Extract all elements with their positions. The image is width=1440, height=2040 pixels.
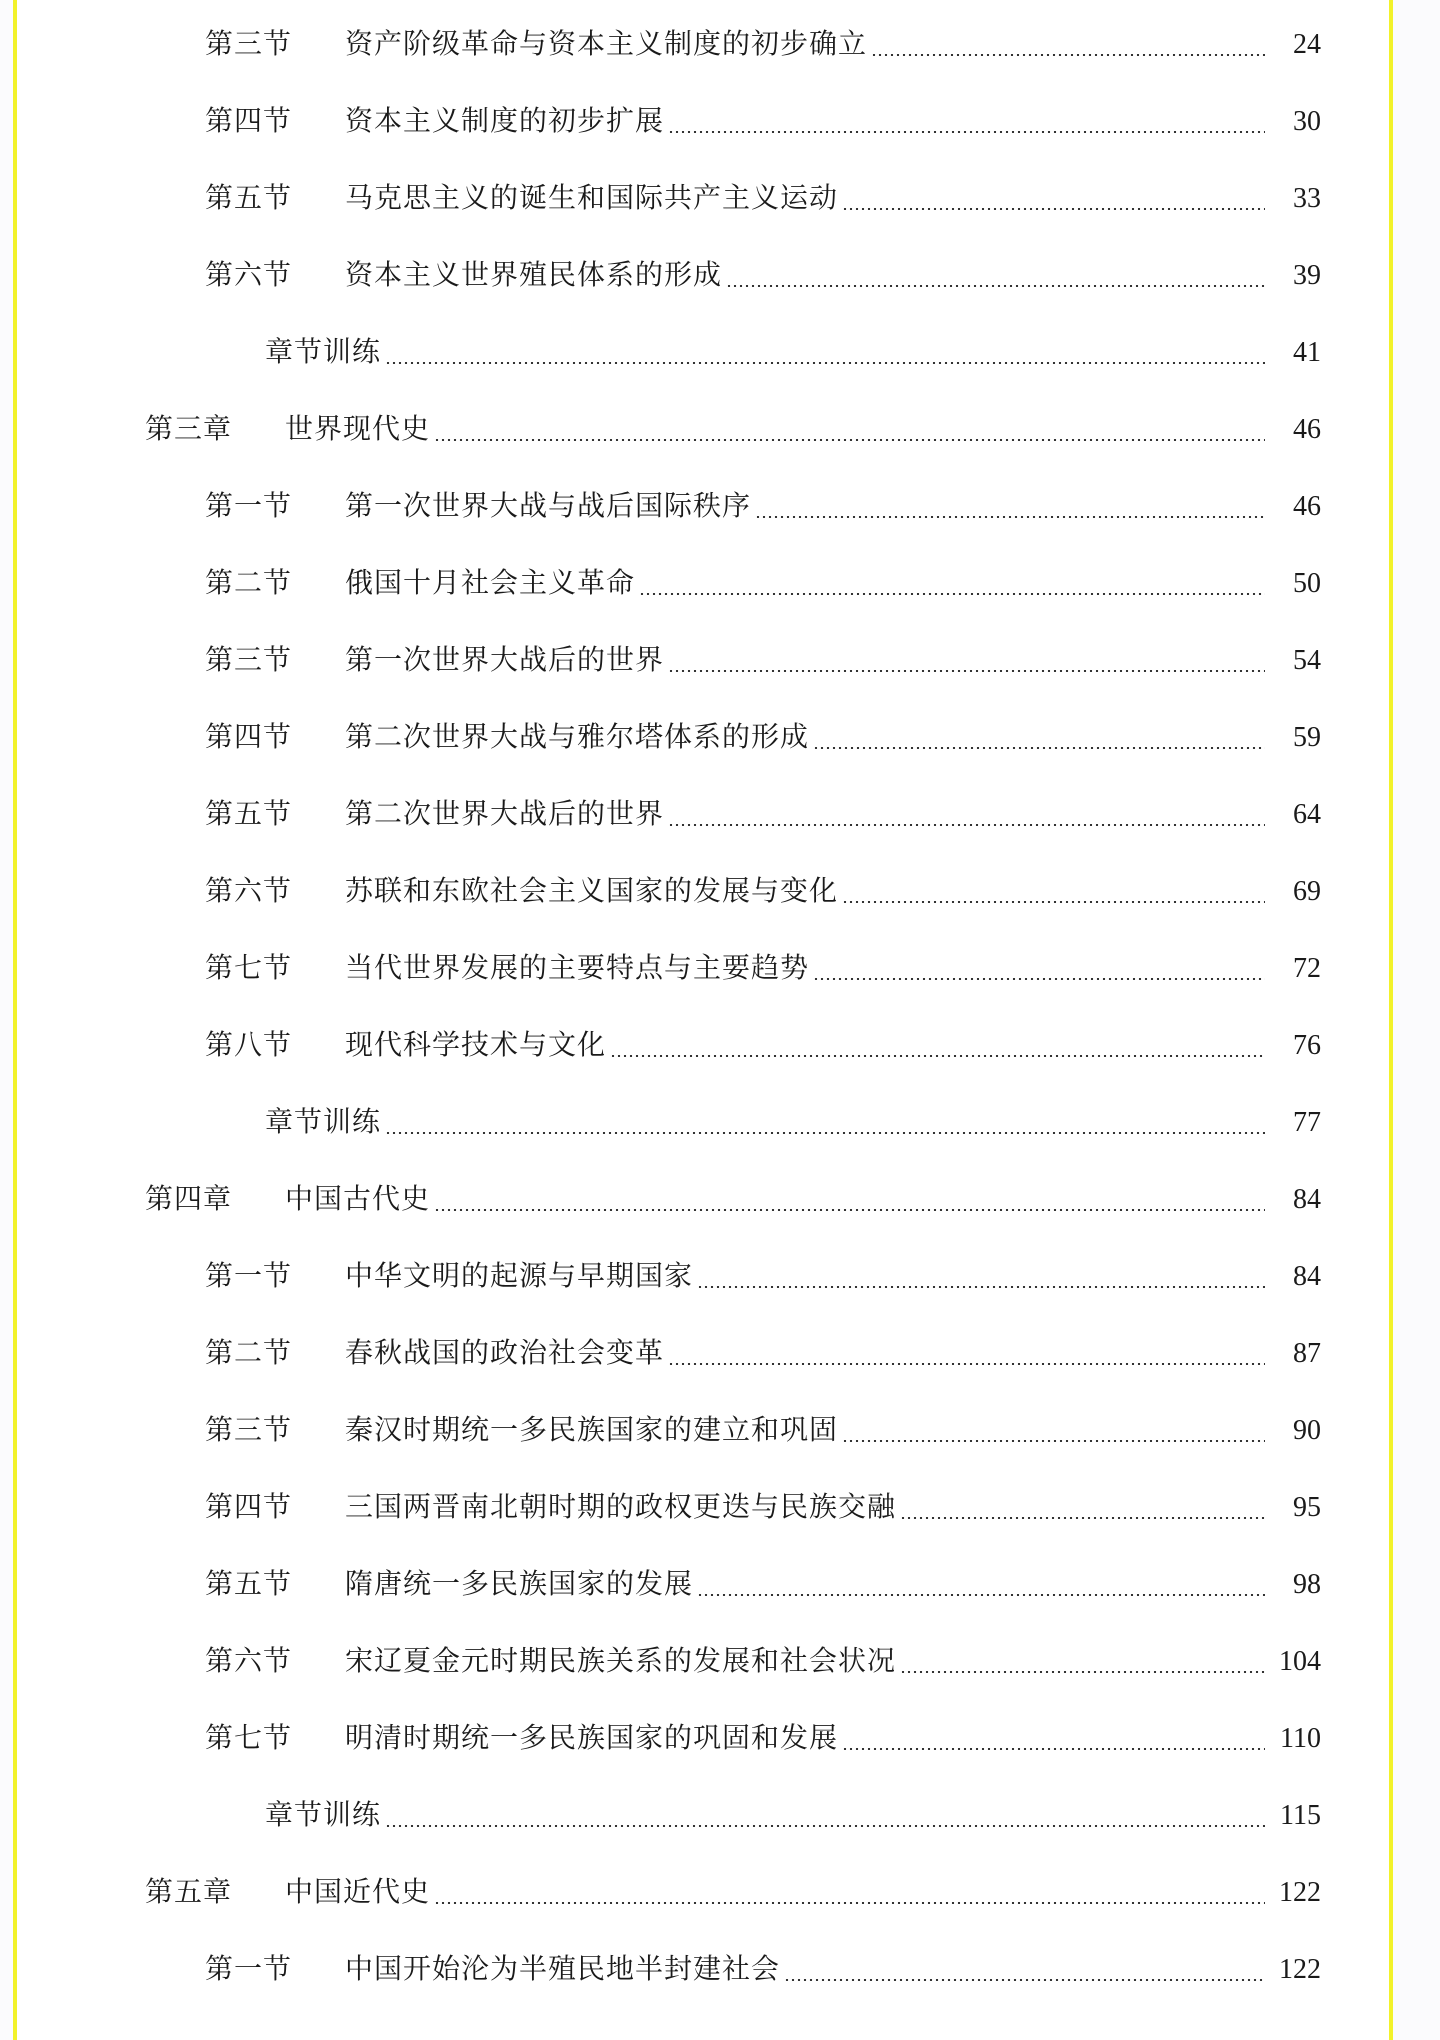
page-number: 46 [1293, 414, 1321, 445]
toc-entry-exercise[interactable] [265, 1100, 1321, 1144]
dot-leader [900, 1517, 1265, 1519]
dot-leader [385, 1132, 1265, 1134]
dot-leader [385, 362, 1265, 364]
toc-entry-title: 中华文明的起源与早期国家 [345, 1259, 694, 1292]
toc-entry-title: 马克思主义的诞生和国际共产主义运动 [345, 181, 839, 214]
page-number: 77 [1293, 1107, 1321, 1138]
chapter-label: 第五章 [145, 1875, 233, 1908]
chapter-label: 第三章 [145, 412, 233, 445]
toc-entry-section[interactable] [205, 99, 1321, 143]
toc-entry-section[interactable] [205, 1023, 1321, 1067]
dot-leader [434, 439, 1265, 441]
toc-entry-exercise[interactable] [265, 330, 1321, 374]
dot-leader [784, 1979, 1265, 1981]
section-label: 第二节 [205, 1336, 293, 1369]
dot-leader [900, 1671, 1265, 1673]
dot-leader [842, 901, 1265, 903]
toc-entry-section[interactable] [205, 792, 1321, 836]
toc-entry-section[interactable] [205, 1639, 1321, 1683]
page-number: 46 [1293, 491, 1321, 522]
dot-leader [668, 131, 1265, 133]
toc-entry-chapter[interactable] [145, 1870, 1321, 1914]
toc-entry-chapter[interactable] [145, 1177, 1321, 1221]
page-number: 110 [1280, 1723, 1321, 1754]
dot-leader [668, 1363, 1265, 1365]
dot-leader [842, 1748, 1265, 1750]
page-number: 104 [1279, 1646, 1321, 1677]
section-label: 第三节 [205, 643, 293, 676]
page-number: 59 [1293, 722, 1321, 753]
section-label: 第一节 [205, 489, 293, 522]
section-label: 第四节 [205, 720, 293, 753]
dot-leader [842, 1440, 1265, 1442]
toc-entry-title: 宋辽夏金元时期民族关系的发展和社会状况 [345, 1644, 897, 1677]
section-label: 第五节 [205, 797, 293, 830]
toc-entry-title: 春秋战国的政治社会变革 [345, 1336, 665, 1369]
page-number: 95 [1293, 1492, 1321, 1523]
toc-entry-title: 章节训练 [265, 335, 382, 368]
page-number: 39 [1293, 260, 1321, 291]
toc-entry-section[interactable] [205, 638, 1321, 682]
section-label: 第一节 [205, 1259, 293, 1292]
toc-entry-title: 资本主义制度的初步扩展 [345, 104, 665, 137]
page-number: 64 [1293, 799, 1321, 830]
toc-entry-section[interactable] [205, 561, 1321, 605]
toc-entry-section[interactable] [205, 1485, 1321, 1529]
dot-leader [639, 593, 1265, 595]
toc-entry-title: 现代科学技术与文化 [345, 1028, 607, 1061]
section-label: 第五节 [205, 181, 293, 214]
chapter-label: 第四章 [145, 1182, 233, 1215]
toc-entry-title: 资产阶级革命与资本主义制度的初步确立 [345, 27, 868, 60]
dot-leader [668, 670, 1265, 672]
section-label: 第二节 [205, 566, 293, 599]
page-number: 115 [1280, 1800, 1321, 1831]
page-number: 84 [1293, 1184, 1321, 1215]
page-number: 87 [1293, 1338, 1321, 1369]
toc-entry-section[interactable] [205, 1408, 1321, 1452]
toc-entry-section[interactable] [205, 1562, 1321, 1606]
dot-leader [385, 1825, 1265, 1827]
dot-leader [434, 1902, 1265, 1904]
dot-leader [697, 1594, 1265, 1596]
section-label: 第六节 [205, 258, 293, 291]
toc-entry-title: 中国开始沦为半殖民地半封建社会 [345, 1952, 781, 1985]
page-number: 24 [1293, 29, 1321, 60]
toc-entry-section[interactable] [205, 869, 1321, 913]
section-label: 第三节 [205, 1413, 293, 1446]
toc-entry-title: 明清时期统一多民族国家的巩固和发展 [345, 1721, 839, 1754]
section-label: 第四节 [205, 1490, 293, 1523]
dot-leader [813, 747, 1265, 749]
page-number: 122 [1279, 1877, 1321, 1908]
page-number: 98 [1293, 1569, 1321, 1600]
toc-entry-title: 第一次世界大战后的世界 [345, 643, 665, 676]
toc-entry-title: 章节训练 [265, 1798, 382, 1831]
dot-leader [813, 978, 1265, 980]
section-label: 第一节 [205, 1952, 293, 1985]
document-page [13, 0, 1393, 2040]
page-number: 30 [1293, 106, 1321, 137]
toc-entry-section[interactable] [205, 1947, 1321, 1991]
toc-entry-title: 第二次世界大战与雅尔塔体系的形成 [345, 720, 810, 753]
section-label: 第三节 [205, 27, 293, 60]
page-number: 72 [1293, 953, 1321, 984]
dot-leader [871, 54, 1265, 56]
toc-entry-section[interactable] [205, 1716, 1321, 1760]
toc-entry-section[interactable] [205, 946, 1321, 990]
dot-leader [697, 1286, 1265, 1288]
toc-entry-chapter[interactable] [145, 407, 1321, 451]
toc-entry-title: 苏联和东欧社会主义国家的发展与变化 [345, 874, 839, 907]
dot-leader [434, 1209, 1265, 1211]
toc-entry-title: 秦汉时期统一多民族国家的建立和巩固 [345, 1413, 839, 1446]
section-label: 第七节 [205, 951, 293, 984]
toc-entry-title: 俄国十月社会主义革命 [345, 566, 636, 599]
toc-entry-exercise[interactable] [265, 1793, 1321, 1837]
toc-entry-title: 章节训练 [265, 1105, 382, 1138]
page-number: 84 [1293, 1261, 1321, 1292]
dot-leader [610, 1055, 1265, 1057]
page-number: 69 [1293, 876, 1321, 907]
table-of-contents [17, 0, 1389, 2040]
toc-entry-section[interactable] [205, 22, 1321, 66]
toc-entry-section[interactable] [205, 715, 1321, 759]
toc-entry-title: 中国近代史 [285, 1875, 431, 1908]
toc-entry-title: 资本主义世界殖民体系的形成 [345, 258, 723, 291]
dot-leader [842, 208, 1265, 210]
toc-entry-title: 当代世界发展的主要特点与主要趋势 [345, 951, 810, 984]
page-number: 54 [1293, 645, 1321, 676]
dot-leader [668, 824, 1265, 826]
section-label: 第六节 [205, 1644, 293, 1677]
page-number: 90 [1293, 1415, 1321, 1446]
toc-entry-title: 隋唐统一多民族国家的发展 [345, 1567, 694, 1600]
toc-entry-title: 第二次世界大战后的世界 [345, 797, 665, 830]
section-label: 第七节 [205, 1721, 293, 1754]
dot-leader [755, 516, 1265, 518]
toc-entry-section[interactable] [205, 1331, 1321, 1375]
toc-entry-title: 第一次世界大战与战后国际秩序 [345, 489, 752, 522]
page-number: 33 [1293, 183, 1321, 214]
toc-entry-title: 中国古代史 [285, 1182, 431, 1215]
section-label: 第四节 [205, 104, 293, 137]
toc-entry-title: 世界现代史 [285, 412, 431, 445]
page-number: 50 [1293, 568, 1321, 599]
page-number: 122 [1279, 1954, 1321, 1985]
toc-entry-title: 三国两晋南北朝时期的政权更迭与民族交融 [345, 1490, 897, 1523]
page-number: 41 [1293, 337, 1321, 368]
section-label: 第五节 [205, 1567, 293, 1600]
dot-leader [726, 285, 1265, 287]
section-label: 第八节 [205, 1028, 293, 1061]
toc-entry-section[interactable] [205, 176, 1321, 220]
toc-entry-section[interactable] [205, 253, 1321, 297]
section-label: 第六节 [205, 874, 293, 907]
page-number: 76 [1293, 1030, 1321, 1061]
toc-entry-section[interactable] [205, 484, 1321, 528]
toc-entry-section[interactable] [205, 1254, 1321, 1298]
